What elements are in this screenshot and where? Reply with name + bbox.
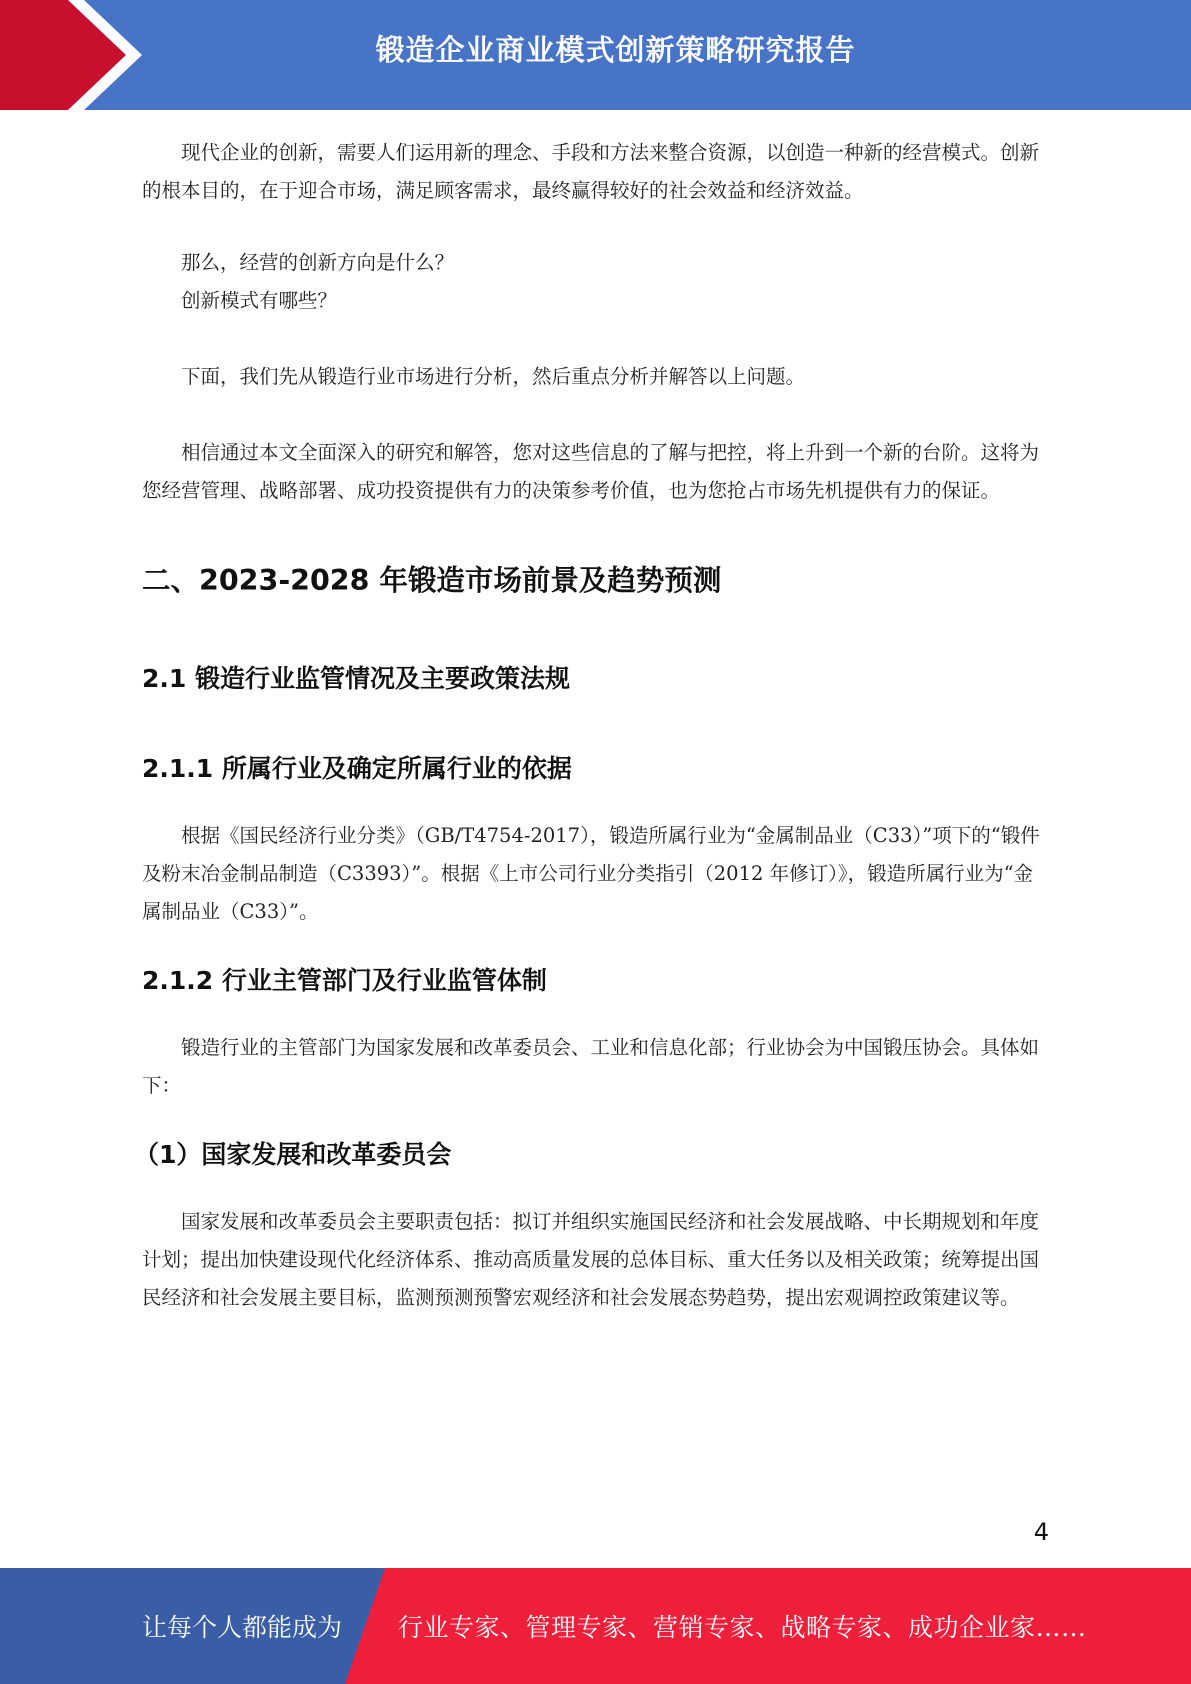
- subsection-heading-2-1: 2.1 锻造行业监管情况及主要政策法规: [142, 664, 570, 693]
- subsection-heading-2-1-2: 2.1.2 行业主管部门及行业监管体制: [142, 966, 547, 995]
- paragraph-value: 相信通过本文全面深入的研究和解答，您对这些信息的了解与把控，将上升到一个新的台阶。这将为您经营管理、战略部署、成功投资提供有力的决策参考价值，也为您抢占市场先机提供有力的保证。: [142, 441, 1040, 502]
- footer-slogan-right: 行业专家、管理专家、营销专家、战略专家、成功企业家……: [398, 1613, 1087, 1642]
- paragraph-question-2: 创新模式有哪些？: [181, 289, 338, 312]
- paragraph-analysis-intro: 下面，我们先从锻造行业市场进行分析，然后重点分析并解答以上问题。: [181, 365, 806, 388]
- page-number: 4: [1033, 1518, 1049, 1546]
- paragraph-question-1: 那么，经营的创新方向是什么？: [181, 251, 455, 274]
- report-title: 锻造企业商业模式创新策略研究报告: [375, 33, 856, 67]
- paragraph-regulators: 锻造行业的主管部门为国家发展和改革委员会、工业和信息化部；行业协会为中国锻压协会。具体如下：: [142, 1036, 1040, 1097]
- document-body: [134, 134, 1047, 1317]
- subsection-heading-2-1-1: 2.1.1 所属行业及确定所属行业的依据: [142, 754, 572, 783]
- paragraph-intro: 现代企业的创新，需要人们运用新的理念、手段和方法来整合资源，以创造一种新的经营模式。创新的根本目的，在于迎合市场，满足顾客需求，最终赢得较好的社会效益和经济效益。: [142, 141, 1040, 202]
- footer-slogan-left: 让每个人都能成为: [142, 1613, 343, 1642]
- paragraph-industry-classification: 根据《国民经济行业分类》（GB/T4754-2017），锻造所属行业为“金属制品业（C33）”项下的“锻件及粉末冶金制品制造（C3393）”。根据《上市公司行业分类指引（2012 年修订）》，锻造所属行业为“金属制品业（C33）”。: [142, 824, 1040, 923]
- paragraph-ndrc-duties: 国家发展和改革委员会主要职责包括：拟订并组织实施国民经济和社会发展战略、中长期规划和年度计划；提出加快建设现代化经济体系、推动高质量发展的总体目标、重大任务以及相关政策；统筹提出国民经济和社会发展主要目标，监测预测预警宏观经济和社会发展态势趋势，提出宏观调控政策建议等。: [142, 1210, 1040, 1309]
- subheading-ndrc: （1）国家发展和改革委员会: [134, 1140, 452, 1169]
- section-heading: 二、2023-2028 年锻造市场前景及趋势预测: [142, 564, 722, 597]
- page-footer: [0, 1568, 1191, 1684]
- page-header: [0, 0, 1191, 110]
